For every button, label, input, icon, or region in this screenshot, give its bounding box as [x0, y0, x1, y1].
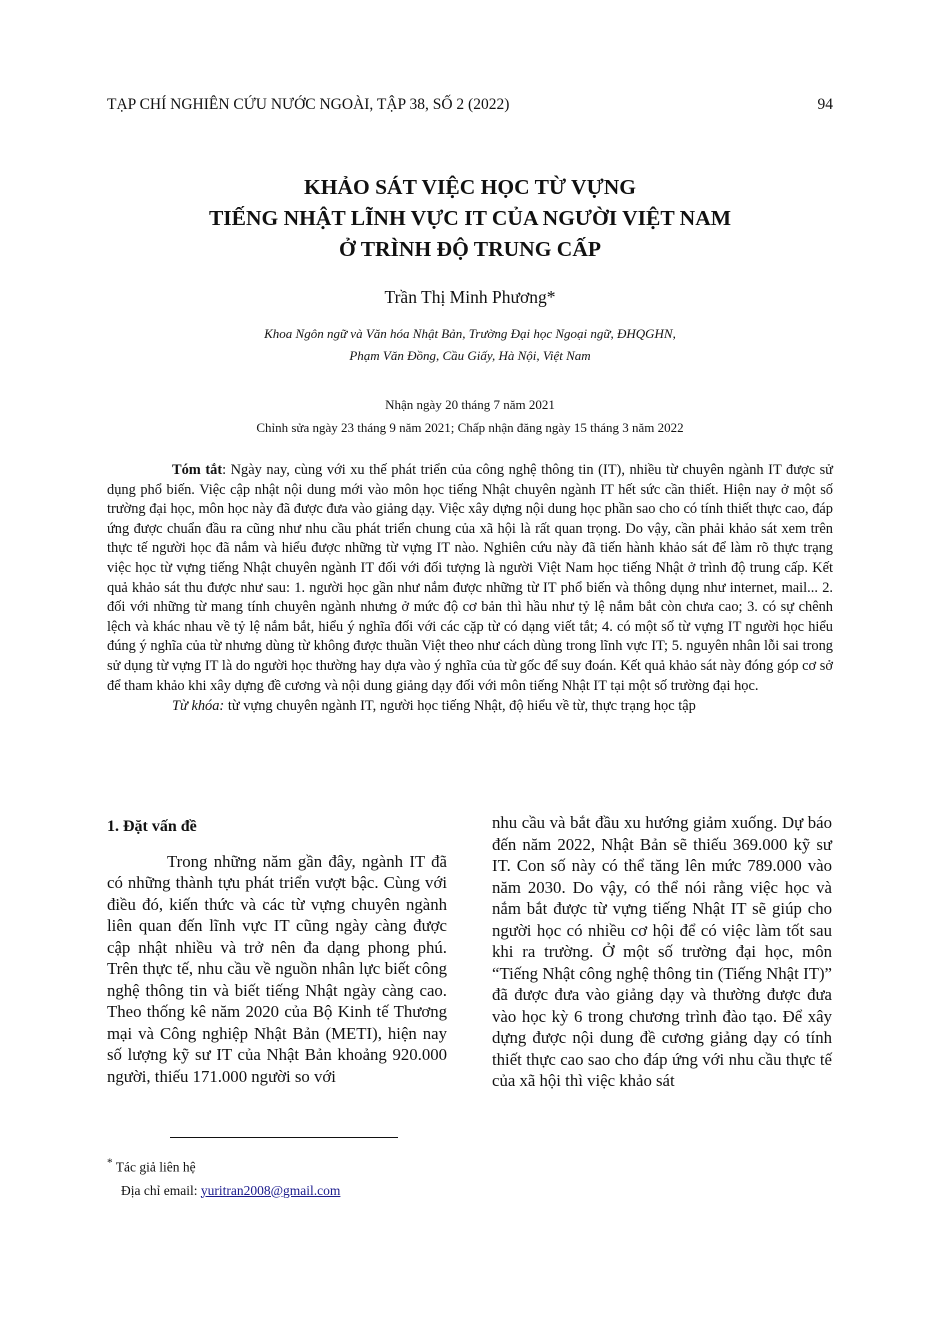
footnote-divider [170, 1137, 398, 1138]
journal-name: TẠP CHÍ NGHIÊN CỨU NƯỚC NGOÀI, TẬP 38, SỐ 2 (2022) [107, 96, 510, 113]
left-column [107, 812, 447, 1087]
received-date: Nhận ngày 20 tháng 7 năm 2021 [385, 397, 555, 412]
keywords-text: từ vựng chuyên ngành IT, người học tiếng Nhật, độ hiểu về từ, thực trạng học tập [224, 698, 696, 715]
section-heading: 1. Đặt vấn đề [107, 818, 197, 835]
page-number: 94 [817, 96, 833, 113]
footnote [107, 1152, 340, 1202]
article-title [107, 172, 833, 265]
author-name: Trần Thị Minh Phương* [384, 287, 556, 307]
footnote-email-line [107, 1179, 340, 1202]
abstract-label: Tóm tắt [172, 462, 223, 478]
abstract-text: : Ngày nay, cùng với xu thế phát triển của công nghệ thông tin (IT), nhiều từ chuyên ngành IT được sử dụng phổ biến. Việc cập nhật nội dung mới vào môn học tiếng Nhật chuyên ngành IT hết sức cần thiết. Hiện nay ở một số trường đại học, môn học này đã được đưa vào giảng dạy. Việc xây dựng nội dung học phần sao cho có tính thiết thực cao, đáp ứng được chuẩn đầu ra cũng như nhu cầu phát triển chung của xã hội là rất quan trọng. Do vậy, cần phải khảo sát xem trên thực tế người học đã nắm và hiểu được những từ vựng IT nào. Nghiên cứu này đã tiến hành khảo sát để làm rõ thực trạng việc học từ vựng tiếng Nhật chuyên ngành IT đối với đối tượng là người Việt Nam học tiếng Nhật ở trình độ trung cấp. Kết quả khảo sát thu được như sau: 1. người học gần như nắm được những từ IT phổ biến và thông dụng như internet, mail... 2. đối với những từ mang tính chuyên ngành nhưng ở mức độ cơ bản thì hầu như tỷ lệ nắm bắt còn chưa cao; 3. có sự chênh lệch và khác nhau về tỷ lệ nắm bắt, hiểu ý nghĩa đối với các cặp từ có dạng viết tắt; 4. có một số từ vựng IT người học hiểu đúng ý nghĩa của từ nhưng dùng từ không được thuần Việt theo như cách dùng trong lĩnh vực IT; 5. nguyên nhân lỗi sai trong sử dụng từ vựng IT là do người học thường hay dựa vào ý nghĩa của từ gốc để suy đoán. Kết quả khảo sát này đóng góp cơ sở để tham khảo khi xây dựng đề cương và nội dung giảng dạy đối với môn tiếng Nhật IT tại một số trường đại học. [107, 462, 833, 694]
affiliation [107, 323, 833, 367]
abstract-body [107, 461, 833, 696]
email-label: Địa chỉ email: [121, 1182, 201, 1198]
running-header [107, 96, 833, 120]
right-column [492, 812, 832, 1092]
footnote-contact-label: Tác giả liên hệ [112, 1159, 196, 1175]
email-link[interactable]: yuritran2008@gmail.com [200, 1182, 341, 1198]
article-dates [107, 393, 833, 439]
title-line: TIẾNG NHẬT LĨNH VỰC IT CỦA NGƯỜI VIỆT NAM [208, 206, 732, 230]
title-line: Ở TRÌNH ĐỘ TRUNG CẤP [338, 237, 601, 261]
title-line: KHẢO SÁT VIỆC HỌC TỪ VỰNG [304, 175, 636, 199]
right-column-text: nhu cầu và bắt đầu xu hướng giảm xuống. Dự báo đến năm 2022, Nhật Bản sẽ thiếu 369.000 kỹ sư IT. Con số này có thể tăng lên mức 789.000 vào năm 2030. Do vậy, có thể nói rằng việc học và nắm bắt được từ vựng tiếng Nhật IT sẽ giúp cho người học có nhiều cơ hội để có việc làm tốt sau khi ra trường. Ở một số trường đại học, môn “Tiếng Nhật công nghệ thông tin (Tiếng Nhật IT)” đã được đưa vào giảng dạy và thường được đưa vào học kỳ 6 trong chương trình đào tạo. Để xây dựng được nội dung đề cương giảng dạy có tính thiết thực cao sao cho đáp ứng với nhu cầu thực tế của xã hội thì việc khảo sát [492, 813, 832, 1090]
footnote-contact [107, 1152, 340, 1179]
keywords [107, 696, 833, 716]
affiliation-line: Khoa Ngôn ngữ và Văn hóa Nhật Bản, Trường Đại học Ngoại ngữ, ĐHQGHN, [264, 326, 676, 341]
footnote-marker: * [107, 1157, 113, 1169]
left-column-text: Trong những năm gần đây, ngành IT đã có những thành tựu phát triển vượt bậc. Cùng với điều đó, kiến thức và các từ vựng chuyên ngành liên quan đến lĩnh vực IT cũng ngày càng được cập nhật nhiều và trở nên đa dạng phong phú. Trên thực tế, nhu cầu về nguồn nhân lực biết công nghệ thông tin và biết tiếng Nhật ngày càng cao. Theo thống kê năm 2020 của Bộ Kinh tế Thương mại và Công nghiệp Nhật Bản (METI), hiện nay số lượng kỹ sư IT của Nhật Bản khoảng 920.000 người, thiếu 171.000 người so với [107, 851, 447, 1086]
revised-date: Chỉnh sửa ngày 23 tháng 9 năm 2021; Chấp nhận đăng ngày 15 tháng 3 năm 2022 [256, 420, 684, 435]
abstract [107, 461, 833, 716]
keywords-label: Từ khóa: [172, 698, 225, 715]
affiliation-line: Phạm Văn Đồng, Cầu Giấy, Hà Nội, Việt Nam [349, 348, 591, 363]
